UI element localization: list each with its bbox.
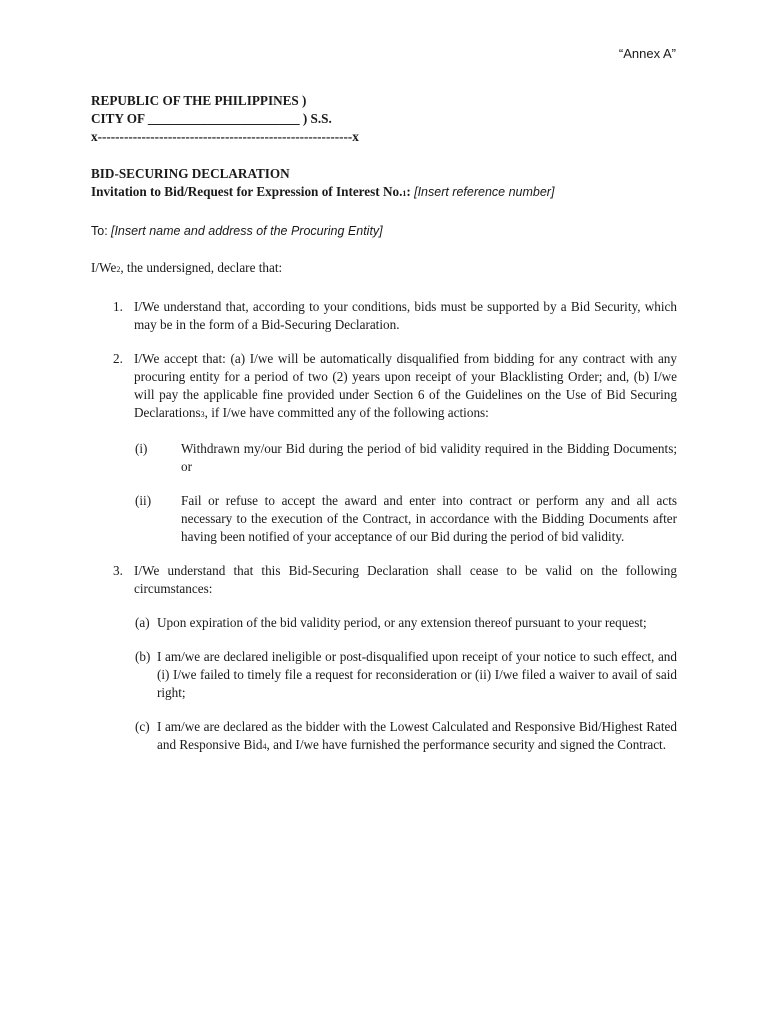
sub-item [135,614,677,632]
itb-line [91,183,677,203]
item-text [134,350,677,424]
footnote-4: 4 [262,742,267,751]
intro-text: , the undersigned, declare that: [120,260,283,275]
sub-item [135,648,677,702]
item-text-part: I/We accept that: (a) I/we will be automatically disqualified from bidding for any contract with any procuring entity for a period of two (2) years upon receipt of your Blacklisting Order; and, (b) I/we will pay the applicable fine provided under Section 6 of the Guidelines on the Use of Bid Securing Declarations [134,351,677,420]
sub-item-text: Withdrawn my/our Bid during the period of bid validity required in the Bidding Documents; or [181,441,677,474]
sub-item-text: Fail or refuse to accept the award and enter into contract or perform any and all acts necessary to the execution of the Contract, in accordance with the Bidding Documents after having been notified of your acceptance of our Bid during the period of bid validity. [181,493,677,544]
sub-item-label: (b) [135,649,151,664]
item-text-part: , if I/we have committed any of the following actions: [204,405,489,420]
item-text: I/We understand that, according to your conditions, bids must be supported by a Bid Security, which may be in the form of a Bid-Securing Declaration. [134,299,677,332]
item-number: 1. [113,299,123,314]
itb-colon: : [406,184,411,199]
intro-subject: I/We [91,260,117,275]
header-separator: x----------------------------------------------------------x [91,129,359,144]
sub-item-text [157,718,677,756]
item-text: I/We understand that this Bid-Securing Declaration shall cease to be valid on the following circumstances: [134,563,677,596]
item-text-part: I am/we are declared as the bidder with the Lowest Calculated and Responsive Bid/Highest Rated and Responsive Bid [157,719,677,752]
list-item [91,298,677,334]
declaration-list [91,298,677,756]
footnote-1: 1 [402,189,407,198]
itb-label: Invitation to Bid/Request for Expression of Interest No. [91,184,403,199]
annex-label: “Annex A” [618,46,676,61]
document-body [91,92,677,756]
item-number: 3. [113,563,123,578]
list-item [91,350,677,424]
sub-item-label: (ii) [135,493,152,508]
sub-item [135,492,677,546]
itb-reference-placeholder: [Insert reference number] [414,185,555,199]
item-number: 2. [113,351,123,366]
sub-item-text: I am/we are declared ineligible or post-disqualified upon receipt of your notice to such effect, and (i) I/we failed to timely file a request for reconsideration or (ii) I/we filed a waiver to avail of said right; [157,649,677,700]
sub-item-text: Upon expiration of the bid validity period, or any extension thereof pursuant to your request; [157,615,647,630]
header-city: CITY OF _______________________ ) S.S. [91,111,332,126]
list-item [91,562,677,598]
sub-item [135,718,677,756]
procuring-entity-placeholder: [Insert name and address of the Procuring Entity] [110,224,383,238]
to-line [91,222,677,240]
intro-line [91,259,677,279]
footnote-2: 2 [116,265,121,274]
sub-item-label: (i) [135,441,148,456]
sub-item [135,440,677,476]
sub-item-label: (c) [135,719,150,734]
to-label: To: [91,224,108,238]
item-text-part: , and I/we have furnished the performance security and signed the Contract. [266,737,667,752]
header-republic: REPUBLIC OF THE PHILIPPINES ) [91,93,307,108]
footnote-3: 3 [200,410,205,419]
sub-item-label: (a) [135,615,150,630]
document-title: BID-SECURING DECLARATION [91,166,290,181]
